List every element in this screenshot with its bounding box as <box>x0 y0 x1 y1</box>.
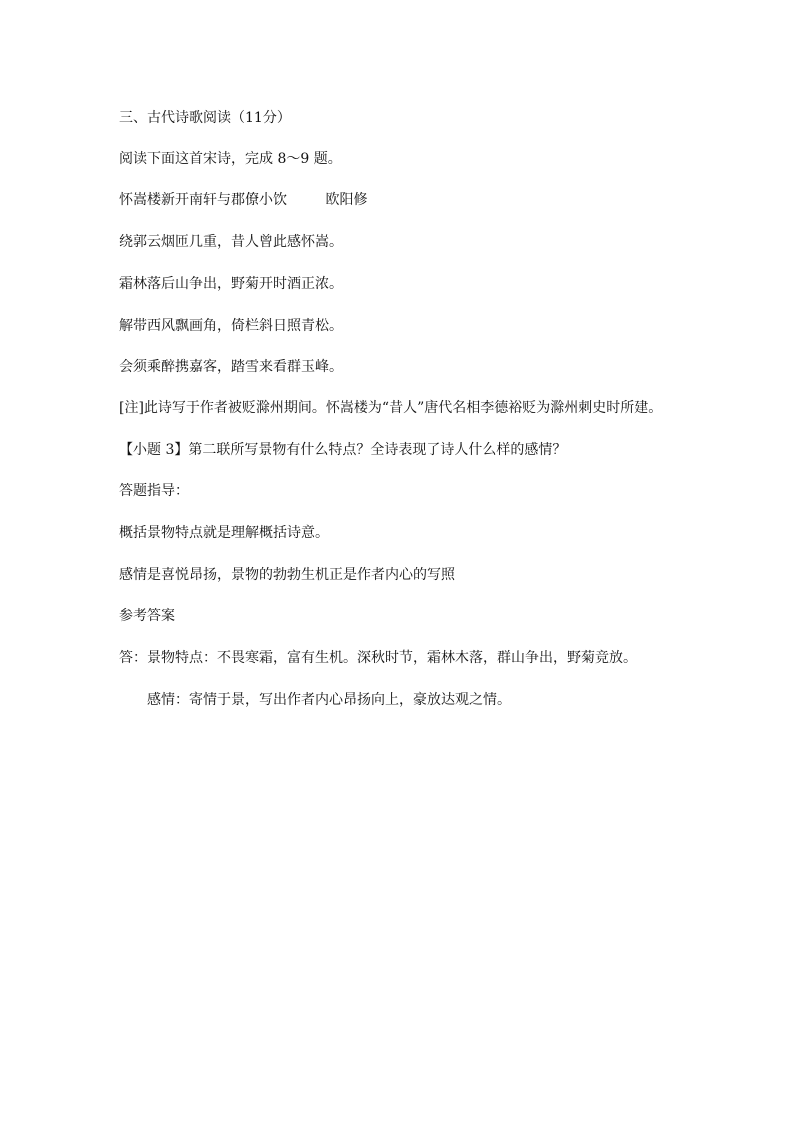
guidance-point-2: 感情是喜悦昂扬，景物的勃勃生机正是作者内心的写照 <box>119 567 455 583</box>
section-heading: 三、古代诗歌阅读（11分） <box>119 110 291 126</box>
poem-header <box>119 190 367 210</box>
guidance-label: 答题指导： <box>119 483 189 499</box>
reference-label: 参考答案 <box>119 608 175 624</box>
poem-title: 怀嵩楼新开南轩与郡僚小饮 <box>119 192 287 208</box>
poem-line-1: 绕郭云烟匝几重，昔人曾此感怀嵩。 <box>119 234 343 250</box>
poem-line-2: 霜林落后山争出，野菊开时酒正浓。 <box>119 276 343 292</box>
poem-note: [注]此诗写于作者被贬滁州期间。怀嵩楼为“昔人”唐代名相李德裕贬为滁州刺史时所建。 <box>119 400 663 416</box>
answer-line-2: 感情：寄情于景，写出作者内心昂扬向上，豪放达观之情。 <box>147 692 511 708</box>
answer-line-1: 答：景物特点：不畏寒霜，富有生机。深秋时节，霜林木落，群山争出，野菊竞放。 <box>119 650 637 666</box>
poem-line-4: 会须乘醉携嘉客，踏雪来看群玉峰。 <box>119 359 343 375</box>
question-text: 【小题 3】第二联所写景物有什么特点？全诗表现了诗人什么样的感情？ <box>119 442 567 458</box>
poem-author: 欧阳修 <box>325 192 368 208</box>
instruction-text: 阅读下面这首宋诗，完成 8～9 题。 <box>119 151 342 167</box>
poem-line-3: 解带西风飘画角，倚栏斜日照青松。 <box>119 318 343 334</box>
guidance-point-1: 概括景物特点就是理解概括诗意。 <box>119 525 329 541</box>
